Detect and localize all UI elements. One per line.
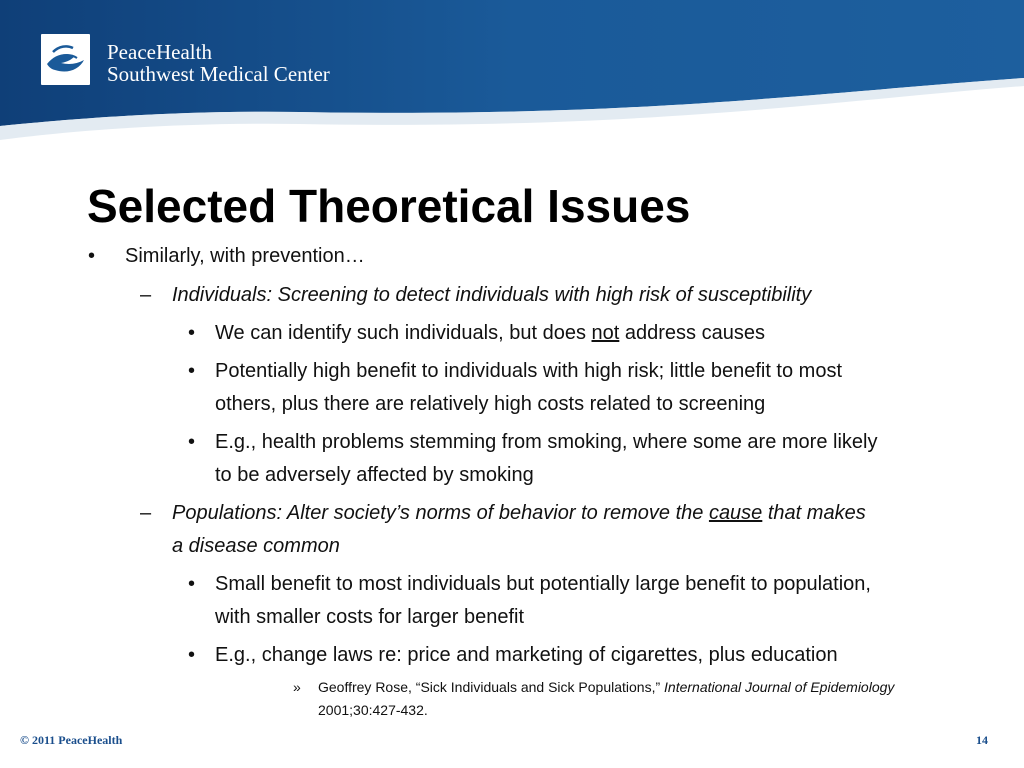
populations-heading-line-2: a disease common: [172, 535, 340, 557]
populations-point-1-line-1: Small benefit to most individuals but potentially large benefit to population,: [215, 573, 871, 595]
text-segment: We can identify such individuals, but does: [215, 322, 592, 344]
populations-heading-line-1: [172, 497, 866, 530]
dove-icon: [41, 34, 90, 85]
bullet-marker: •: [188, 431, 196, 453]
text-segment: that makes: [762, 502, 866, 524]
populations-point-1-line-2: with smaller costs for larger benefit: [215, 606, 525, 628]
bullet-marker: •: [188, 322, 196, 344]
citation-line-1: [318, 675, 894, 699]
individuals-point-3-line-1: E.g., health problems stemming from smoking, where some are more likely: [215, 431, 878, 453]
bullet-marker: •: [188, 644, 196, 666]
page-number: 14: [976, 733, 988, 747]
individuals-heading: Individuals: Screening to detect individuals with high risk of susceptibility: [172, 284, 812, 306]
bullet-marker: •: [88, 245, 96, 267]
text-segment: address causes: [619, 322, 765, 344]
page-title: Selected Theoretical Issues: [87, 180, 691, 232]
citation-author: Geoffrey Rose, “Sick Individuals and Sick Populations,”: [318, 679, 665, 695]
logo-badge: [41, 34, 90, 85]
chevron-marker: »: [293, 679, 301, 695]
bullet-prevention: Similarly, with prevention…: [125, 245, 365, 267]
populations-point-2: E.g., change laws re: price and marketing of cigarettes, plus education: [215, 644, 838, 666]
individuals-point-2-line-2: others, plus there are relatively high costs related to screening: [215, 393, 766, 415]
logo-text: [107, 41, 330, 85]
bullet-marker: •: [188, 360, 196, 382]
individuals-point-1: [215, 317, 765, 350]
dash-marker: –: [140, 502, 152, 524]
text-segment: Populations: Alter society’s norms of behavior to remove the: [172, 502, 709, 524]
underlined-word: cause: [708, 502, 763, 524]
logo-subtitle: Southwest Medical Center: [107, 62, 330, 86]
citation-journal: International Journal of Epidemiology: [664, 679, 895, 695]
individuals-point-3-line-2: to be adversely affected by smoking: [215, 464, 534, 486]
copyright: © 2011 PeaceHealth: [20, 733, 123, 747]
dash-marker: –: [140, 284, 152, 306]
citation-line-2: 2001;30:427-432.: [318, 702, 428, 718]
bullet-marker: •: [188, 573, 196, 595]
individuals-point-2-line-1: Potentially high benefit to individuals with high risk; little benefit to most: [215, 360, 843, 382]
logo-name: PeaceHealth: [107, 40, 212, 64]
underlined-word: not: [591, 322, 620, 344]
